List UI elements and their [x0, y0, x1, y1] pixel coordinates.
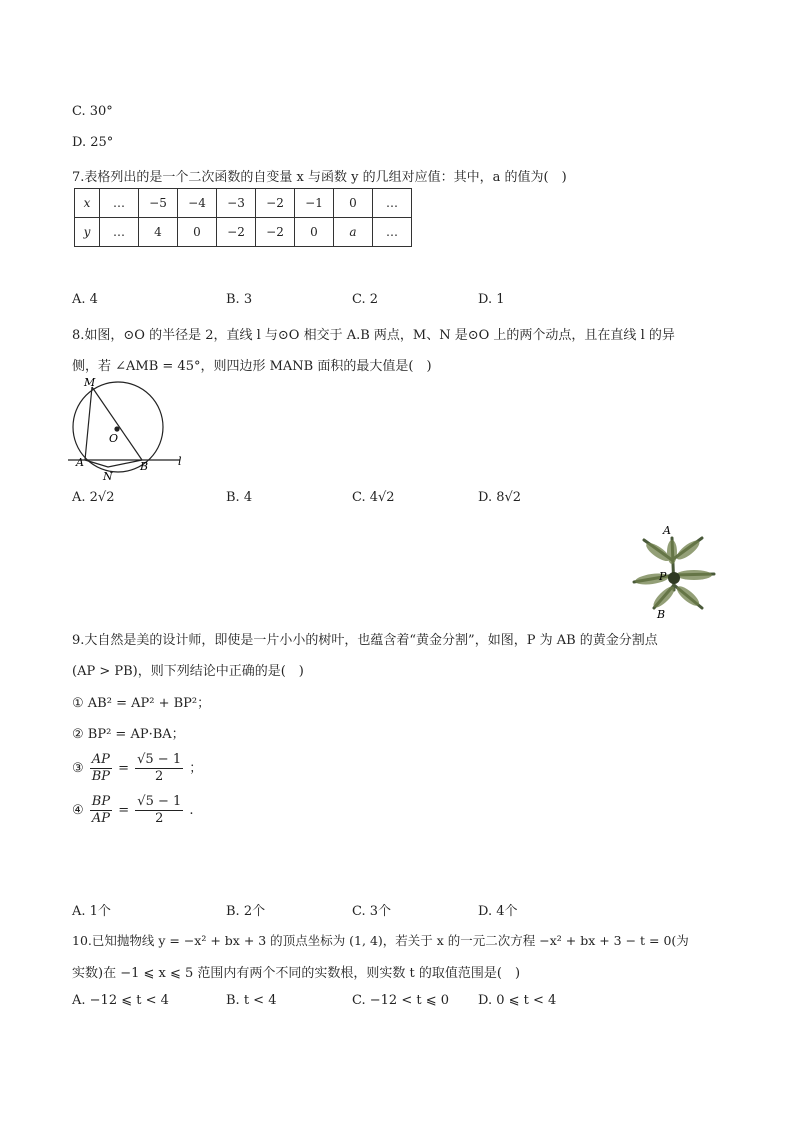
equals-sign: =: [118, 803, 130, 818]
denominator: 2: [155, 811, 164, 826]
table-cell: −2: [256, 218, 295, 247]
q9-option-d: D. 4个: [478, 904, 518, 919]
q9-stem-line1: 9.大自然是美的设计师，即使是一片小小的树叶，也蕴含着“黄金分割”，如图，P 为 AB 的黄金分割点: [72, 633, 658, 648]
leaf-label-b: B: [657, 608, 666, 621]
table-row: [75, 218, 412, 247]
table-cell: …: [100, 189, 139, 218]
q9-option-c: C. 3个: [352, 904, 392, 919]
table-cell: −5: [139, 189, 178, 218]
fraction-root: [135, 752, 183, 785]
table-cell: …: [100, 218, 139, 247]
segment-mb: [92, 387, 142, 460]
punctuation: .: [189, 803, 194, 818]
numerator: AP: [91, 752, 110, 767]
q7-option-a: A. 4: [72, 292, 98, 307]
fraction-bp-ap: [90, 794, 112, 827]
segment-ma: [85, 387, 92, 460]
q10-option-d: D. 0 ⩽ t < 4: [478, 993, 557, 1008]
table-cell: x: [75, 189, 100, 218]
table-cell: y: [75, 218, 100, 247]
q6-option-d: D. 25°: [72, 135, 114, 150]
q8-circle-figure: [68, 374, 192, 484]
q9-option-b: B. 2个: [226, 904, 266, 919]
q9-statement-2: ② BP² = AP·BA；: [72, 727, 185, 742]
label-l: l: [178, 455, 182, 468]
table-cell: −1: [295, 189, 334, 218]
denominator: AP: [91, 811, 111, 826]
table-cell: 0: [334, 189, 373, 218]
leaf-label-a: A: [663, 524, 671, 537]
table-cell: −2: [256, 189, 295, 218]
q8-stem-line2: 侧，若 ∠AMB = 45°，则四边形 MANB 面积的最大值是( ): [72, 359, 432, 374]
q10-stem-line2: 实数)在 −1 ⩽ x ⩽ 5 范围内有两个不同的实数根，则实数 t 的取值范围是( ): [72, 966, 521, 981]
statement-number: ④: [72, 803, 84, 818]
q9-stem-line2: (AP > PB)，则下列结论中正确的是( ): [72, 664, 304, 679]
table-cell: 0: [295, 218, 334, 247]
q9-statement-4: [72, 794, 194, 827]
fraction-ap-bp: [90, 752, 112, 785]
table-cell: 0: [178, 218, 217, 247]
q9-leaf-figure: [614, 520, 724, 622]
q10-option-a: A. −12 ⩽ t < 4: [72, 993, 169, 1008]
table-cell: …: [373, 189, 412, 218]
center-dot: [114, 426, 119, 431]
q8-option-a: A. 2√2: [72, 490, 115, 505]
equals-sign: =: [118, 761, 129, 776]
numerator: √5 − 1: [137, 752, 182, 767]
numerator: BP: [91, 794, 111, 809]
q7-stem: 7.表格列出的是一个二次函数的自变量 x 与函数 y 的几组对应值：其中，a 的值为( ): [72, 170, 567, 185]
q7-option-b: B. 3: [226, 292, 253, 307]
q7-value-table: [74, 188, 412, 247]
q10-stem-line1: 10.已知抛物线 y = −x² + bx + 3 的顶点坐标为 (1, 4)，若关于 x 的一元二次方程 −x² + bx + 3 − t = 0(为: [72, 933, 689, 948]
q10-option-c: C. −12 < t ⩽ 0: [352, 993, 449, 1008]
table-row: [75, 189, 412, 218]
denominator: BP: [91, 769, 111, 784]
label-a: A: [76, 456, 84, 469]
q9-option-a: A. 1个: [72, 904, 111, 919]
label-o: O: [109, 432, 119, 445]
q7-option-d: D. 1: [478, 292, 505, 307]
q10-option-b: B. t < 4: [226, 993, 277, 1008]
table-cell: 4: [139, 218, 178, 247]
q9-statement-3: [72, 752, 202, 785]
fraction-root: [135, 794, 183, 827]
table-cell: −3: [217, 189, 256, 218]
label-b: B: [140, 460, 149, 473]
q6-option-c: C. 30°: [72, 104, 113, 119]
q8-option-b: B. 4: [226, 490, 253, 505]
table-cell: −4: [178, 189, 217, 218]
segments-anb: [85, 460, 142, 467]
q8-option-c: C. 4√2: [352, 490, 395, 505]
leaf-label-p: P: [659, 570, 667, 583]
label-m: M: [84, 376, 96, 389]
q7-option-c: C. 2: [352, 292, 379, 307]
label-n: N: [103, 470, 113, 483]
q9-statement-1: ① AB² = AP² + BP²；: [72, 696, 211, 711]
table-cell: −2: [217, 218, 256, 247]
denominator: 2: [154, 769, 164, 784]
numerator: √5 − 1: [137, 794, 182, 809]
table-cell: a: [334, 218, 373, 247]
q8-option-d: D. 8√2: [478, 490, 522, 505]
q8-stem-line1: 8.如图，⊙O 的半径是 2，直线 l 与⊙O 相交于 A.B 两点，M、N 是⊙O 上的两个动点，且在直线 l 的异: [72, 328, 675, 343]
punctuation: ；: [189, 761, 203, 776]
table-cell: …: [373, 218, 412, 247]
statement-number: ③: [72, 761, 84, 776]
